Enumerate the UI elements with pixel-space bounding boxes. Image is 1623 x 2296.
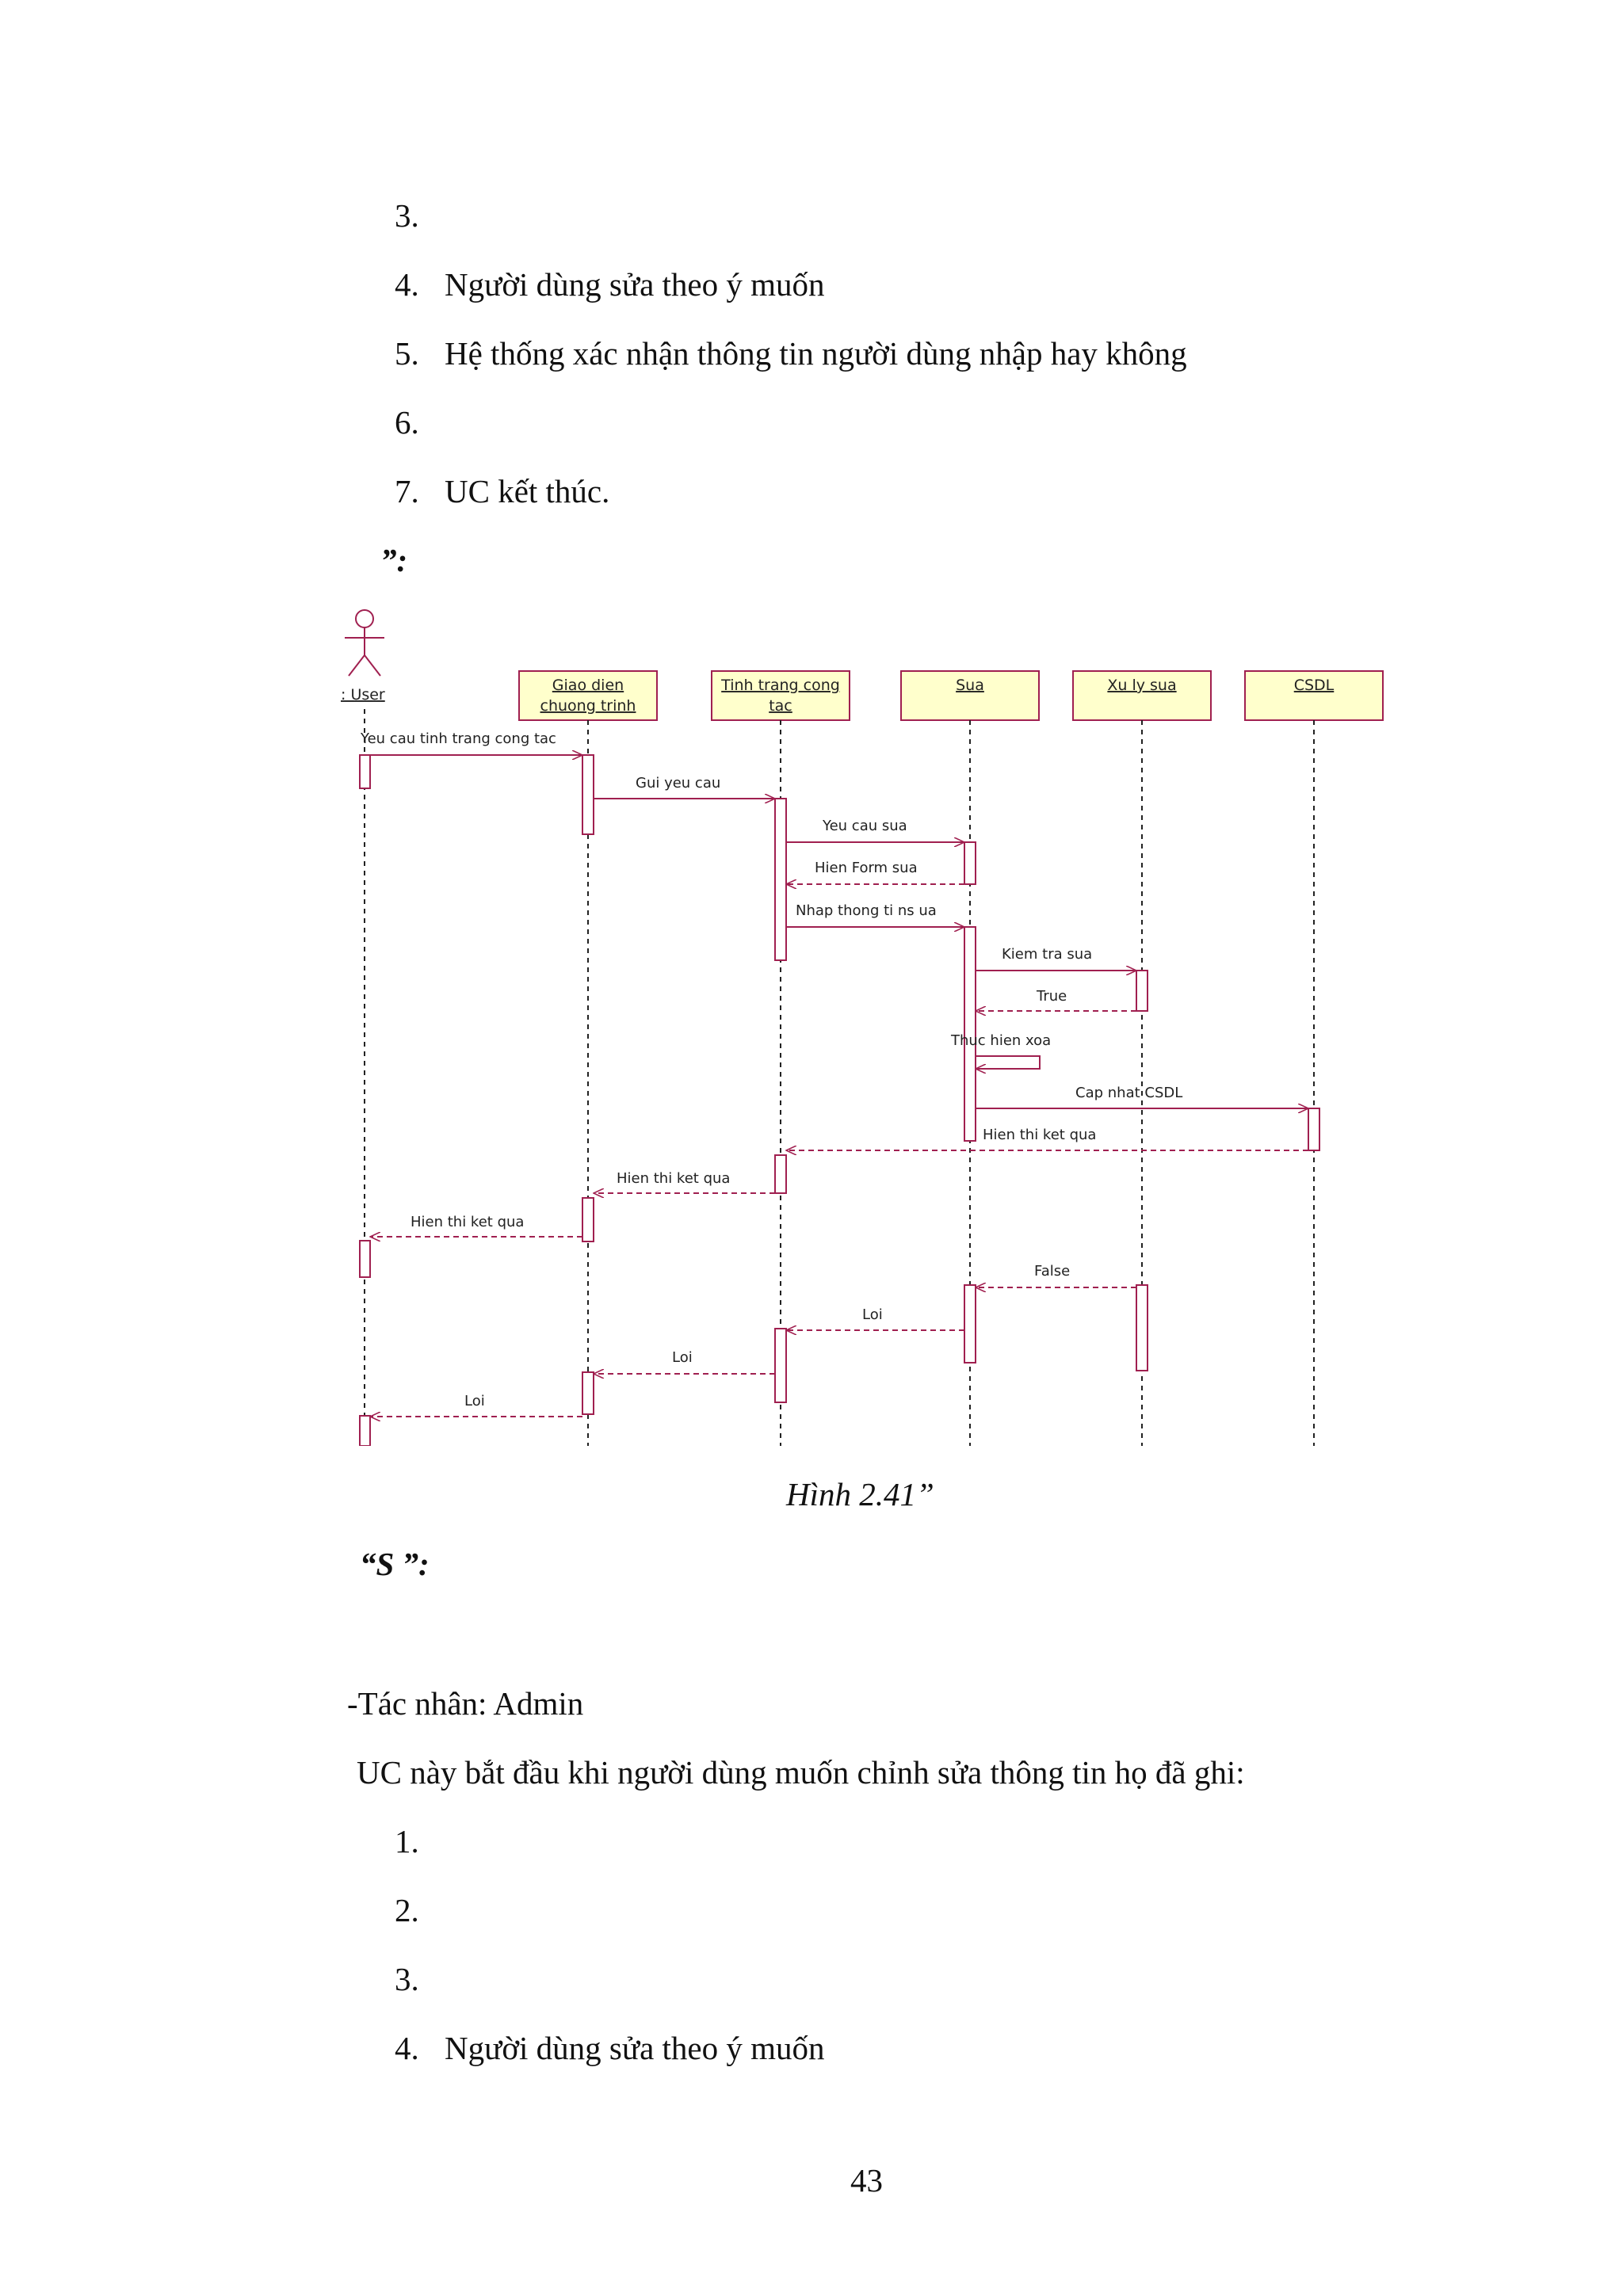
object-label: Tinh trang cong xyxy=(721,677,840,694)
activation-bar xyxy=(360,755,370,788)
object-box xyxy=(901,671,1039,720)
object-label: tac xyxy=(769,697,792,715)
activation-bar xyxy=(1136,971,1148,1011)
activation-bar xyxy=(360,1416,370,1446)
list-number: 7. xyxy=(395,473,419,509)
message-label: True xyxy=(1037,988,1067,1005)
self-message-arrow xyxy=(976,1056,1040,1069)
object-box xyxy=(519,671,657,720)
list-number: 4. xyxy=(395,2030,419,2066)
message-label: Thuc hien xoa xyxy=(951,1032,1052,1049)
activation-bar xyxy=(964,842,976,884)
sequence-diagram xyxy=(333,606,1395,1446)
message-label: Yeu cau tinh trang cong tac xyxy=(361,730,556,747)
section-heading-2: “S ”: xyxy=(360,1546,430,1582)
intro-line: UC này bắt đầu khi người dùng muốn chỉnh sửa thông tin họ đã ghi: xyxy=(357,1754,1245,1791)
actor-line: -Tác nhân: Admin xyxy=(347,1685,584,1722)
list-item-text: Người dùng sửa theo ý muốn xyxy=(445,266,825,303)
message-label: Loi xyxy=(672,1349,693,1366)
object-label: chuong trinh xyxy=(540,697,636,715)
activation-bar xyxy=(582,1198,594,1241)
message-label: Cap nhat CSDL xyxy=(1075,1085,1183,1101)
activation-bar xyxy=(582,755,594,834)
message-label: Nhap thong ti ns ua xyxy=(796,902,937,919)
object-box xyxy=(712,671,850,720)
list-item-text: UC kết thúc. xyxy=(445,473,610,509)
activation-bar xyxy=(582,1372,594,1414)
message-label: Hien thi ket qua xyxy=(411,1214,525,1230)
message-label: Yeu cau sua xyxy=(823,818,907,834)
list-number: 2. xyxy=(395,1892,419,1928)
list-number: 5. xyxy=(395,335,419,372)
figure-caption: Hình 2.41” xyxy=(786,1476,934,1512)
object-label: Sua xyxy=(956,677,984,694)
message-label: Hien thi ket qua xyxy=(983,1127,1097,1143)
list-number: 4. xyxy=(395,266,419,303)
object-box xyxy=(1245,671,1383,720)
message-label: Kiem tra sua xyxy=(1002,946,1093,963)
activation-bar xyxy=(1308,1108,1319,1150)
activation-bar xyxy=(775,1329,786,1402)
object-label: CSDL xyxy=(1293,677,1335,694)
list-number: 6. xyxy=(395,404,419,441)
activation-bar xyxy=(360,1241,370,1277)
activation-bar xyxy=(1136,1285,1148,1371)
object-label: Xu ly sua xyxy=(1107,677,1177,694)
activation-bar xyxy=(964,1285,976,1363)
object-label: Giao dien xyxy=(552,677,624,694)
list-item-text: Người dùng sửa theo ý muốn xyxy=(445,2030,825,2066)
object-box xyxy=(1073,671,1211,720)
message-label: Hien thi ket qua xyxy=(617,1170,731,1187)
list-number: 3. xyxy=(395,197,419,234)
list-number: 1. xyxy=(395,1823,419,1859)
message-label: False xyxy=(1034,1263,1071,1280)
message-label: Loi xyxy=(464,1393,485,1409)
section-heading-1: ”: xyxy=(380,542,408,578)
actor-user-icon xyxy=(345,610,384,676)
list-number: 3. xyxy=(395,1961,419,1997)
activation-bar xyxy=(775,1155,786,1193)
list-item-text: Hệ thống xác nhận thông tin người dùng nhập hay không xyxy=(445,335,1187,372)
message-label: Loi xyxy=(862,1306,883,1323)
message-label: Hien Form sua xyxy=(815,860,918,876)
activation-bar xyxy=(775,799,786,960)
page-number: 43 xyxy=(850,2162,883,2199)
message-label: Gui yeu cau xyxy=(636,775,721,791)
actor-label: : User xyxy=(341,686,385,704)
